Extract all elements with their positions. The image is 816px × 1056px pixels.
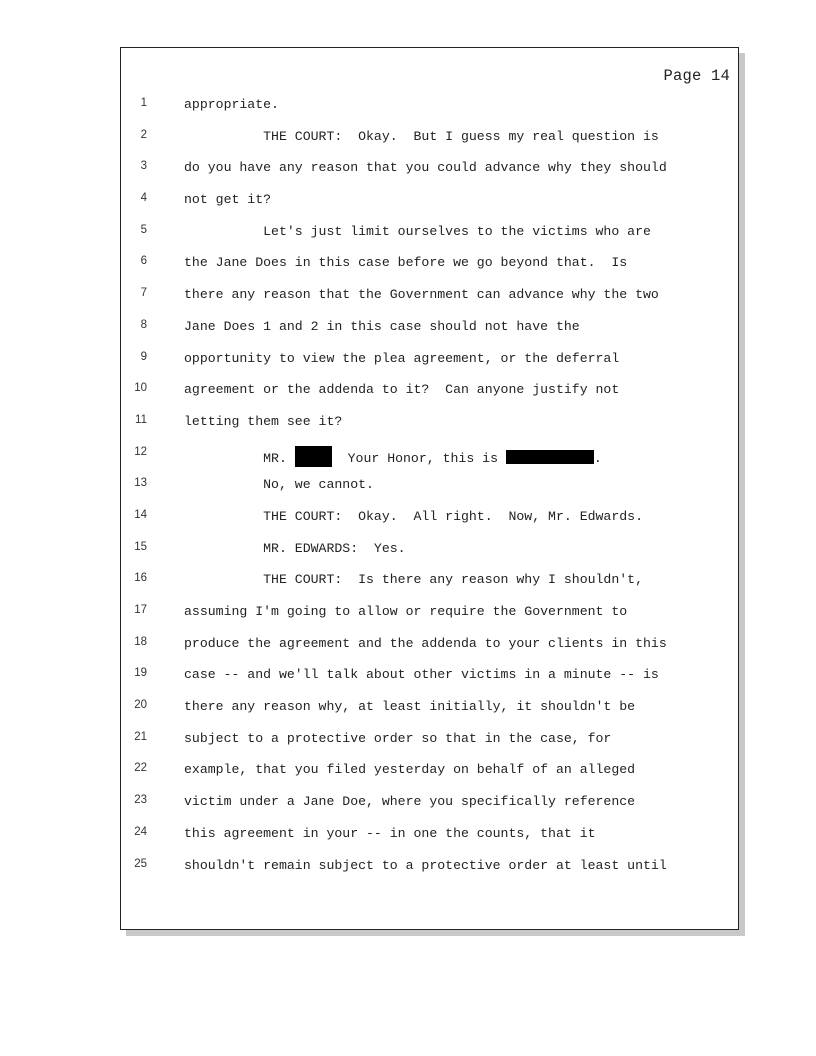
line-number: 16 [134, 572, 147, 585]
transcript-line [121, 347, 738, 379]
line-text: THE COURT: Is there any reason why I shouldn't, [184, 572, 643, 588]
line-text: Jane Does 1 and 2 in this case should not have the [184, 318, 580, 334]
transcript-lines [121, 93, 738, 885]
transcript-line [121, 378, 738, 410]
transcript-line [121, 442, 738, 474]
transcript-line [121, 758, 738, 790]
transcript-line [121, 632, 738, 664]
transcript-line [121, 568, 738, 600]
line-number: 6 [140, 255, 147, 268]
line-text: produce the agreement and the addenda to your clients in this [184, 635, 667, 651]
line-number: 14 [134, 508, 147, 521]
redaction-box [506, 450, 594, 464]
line-text: letting them see it? [184, 413, 343, 429]
transcript-line [121, 188, 738, 220]
redaction-box [295, 446, 332, 467]
line-text: victim under a Jane Doe, where you specifically reference [184, 794, 636, 810]
line-number: 24 [134, 825, 147, 838]
transcript-line [121, 251, 738, 283]
line-number: 1 [140, 97, 147, 109]
line-text: this agreement in your -- in one the counts, that it [184, 825, 596, 841]
line-text: assuming I'm going to allow or require the Government to [184, 604, 628, 619]
transcript-line [121, 473, 738, 505]
line-text: Let's just limit ourselves to the victims who are [184, 223, 651, 239]
transcript-line [121, 695, 738, 727]
transcript-line [121, 220, 738, 252]
transcript-line [121, 125, 738, 157]
line-text: not get it? [184, 192, 272, 208]
transcript-line [121, 156, 738, 188]
line-number: 21 [134, 730, 147, 743]
line-text: do you have any reason that you could advance why they should [184, 160, 667, 176]
line-text: THE COURT: Okay. All right. Now, Mr. Edwards. [184, 508, 643, 524]
line-number: 19 [134, 667, 147, 680]
transcript-line [121, 283, 738, 315]
line-number: 18 [134, 635, 147, 648]
line-text: there any reason that the Government can advance why the two [184, 287, 659, 303]
line-number: 11 [135, 413, 147, 426]
line-text-part: MR. [184, 450, 295, 466]
line-text: subject to a protective order so that in the case, for [184, 730, 612, 746]
line-number: 10 [134, 382, 147, 395]
line-number: 4 [140, 192, 147, 205]
line-text: example, that you filed yesterday on behalf of an alleged [184, 762, 636, 778]
transcript-line [121, 537, 738, 569]
line-number: 5 [140, 223, 147, 236]
transcript-line [121, 315, 738, 347]
line-text: MR. EDWARDS: Yes. [184, 540, 406, 556]
line-text-with-redactions [184, 446, 602, 467]
line-text: opportunity to view the plea agreement, or the deferral [184, 350, 620, 366]
transcript-line [121, 663, 738, 695]
transcript-line [121, 822, 738, 854]
line-number: 8 [140, 318, 147, 331]
transcript-line [121, 600, 738, 632]
line-number: 9 [140, 350, 147, 363]
line-text: THE COURT: Okay. But I guess my real question is [184, 128, 659, 144]
line-text-part: Your Honor, this is [331, 450, 506, 466]
line-number: 20 [134, 699, 147, 712]
line-text: No, we cannot. [184, 477, 374, 493]
transcript-line [121, 727, 738, 759]
transcript-line [121, 854, 738, 886]
line-number: 15 [134, 540, 147, 553]
transcript-line [121, 790, 738, 822]
line-text: agreement or the addenda to it? Can anyone justify not [184, 382, 620, 398]
line-text: the Jane Does in this case before we go beyond that. Is [184, 255, 628, 271]
line-number: 3 [140, 160, 147, 173]
line-number: 12 [134, 445, 147, 458]
line-text: case -- and we'll talk about other victims in a minute -- is [184, 667, 659, 683]
line-number: 22 [134, 762, 147, 775]
transcript-line [121, 93, 738, 125]
line-number: 23 [134, 794, 147, 807]
transcript-line [121, 505, 738, 537]
line-number: 7 [140, 287, 147, 300]
line-number: 13 [134, 477, 147, 490]
page-number: Page 14 [663, 67, 730, 85]
line-number: 25 [134, 857, 147, 870]
line-number: 2 [140, 128, 147, 141]
line-text: appropriate. [184, 97, 279, 112]
line-number: 17 [134, 604, 147, 616]
line-text-part: . [593, 450, 602, 466]
transcript-page [120, 47, 739, 930]
line-text: there any reason why, at least initially, it shouldn't be [184, 699, 636, 715]
transcript-line [121, 410, 738, 442]
line-text: shouldn't remain subject to a protective order at least until [184, 857, 667, 873]
